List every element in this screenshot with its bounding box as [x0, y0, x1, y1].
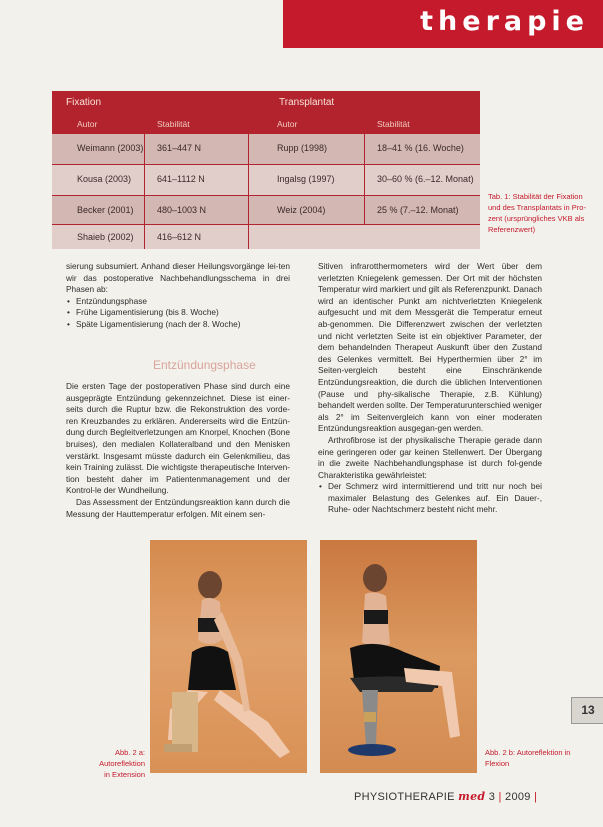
- table-caption-line: Referenzwert): [488, 225, 536, 234]
- table-divider: [364, 134, 365, 225]
- table-cell: Kousa (2003): [77, 174, 132, 184]
- table-header-autor-2: Autor: [277, 119, 298, 129]
- table-group-transplantat: Transplantat: [279, 97, 335, 108]
- figure-caption-line: Abb. 2 a: Autoreflektion: [99, 748, 145, 768]
- figure-caption-2: [485, 747, 595, 769]
- body-paragraph: Sitiven infrarotthermometers wird der Wert über dem verletzten Kniegelenk gemessen. Der Ort mit der höchsten Temperatur wird markiert und gilt als Referenzpunkt. Danach wird an identischer Punkt am nichtverletzten Kniegelenk aufgesucht und mit dem Messgerät die Temperatur erneut ab-genommen. Die Differenzwert zwischen der verletzten und nicht verletzten Seite ist ein objektiver Parameter, der dem behandelnden Therapeut Auskunft über den Zustand des Gelenkes vermittelt. Bei Hyperthermien über 2° im Seiten-vergleich besteht eine Einschränkende Entzündungsreaktion, die durch die üblichen Interventionen (Pause und phy-sikalische Therapie, z.B. Kühlung) behandelt werden sollte. Der Temperaturunterschied weniger als 2° im Seitenvergleich kann von einer moderaten Entzündungsreaktion ausgegan-gen werden.: [318, 261, 542, 434]
- left-column-intro: [66, 261, 290, 331]
- table-cell: 480–1003 N: [157, 205, 207, 215]
- table-cell: Weiz (2004): [277, 205, 326, 215]
- list-item: • Entzündungsphase: [76, 296, 290, 308]
- table-cell: 30–60 % (6.–12. Monat): [377, 174, 474, 184]
- table-cell: Ingalsg (1997): [277, 174, 335, 184]
- body-paragraph: Arthrofibrose ist der physikalische Therapie gerade dann eine geringeren oder gar keinen Stellenwert. Der Übergang in die zweite Nachbehandlungsphase ist durch fol-gende Charakteristika gewährleistet:: [318, 434, 542, 480]
- table-row: [52, 134, 480, 164]
- table-group-fixation: Fixation: [66, 97, 102, 108]
- footer-separator: |: [534, 791, 538, 803]
- section-subheading: Entzündungsphase: [153, 358, 256, 372]
- body-paragraph: Die ersten Tage der postoperativen Phase sind durch eine ausgeprägte Entzündung gekennzeichnet. Diese ist einer-seits durch die Ruptur bzw. die Rekonstruktion des vorde-ren Kreuzbandes zu erklären. Andererseits wird die Entzün-dung durch Begleitverletzungen am Knorpel, Knochen (Bone bruises), den medialen Kollateralband und den Menisken verstärkt. Insgesamt müsste dadurch ein Gelenkmilieu, das kein Training zulässt. Die wichtigste therapeutische Interven-tion besteht daher im Patientenmanagement und der Kontrol-le der Wundheilung.: [66, 381, 290, 496]
- phase-list: [66, 296, 290, 331]
- woman-stretch-flexion-illustration: [320, 540, 477, 773]
- magazine-footer: [354, 790, 537, 803]
- table-row: [52, 165, 480, 195]
- table-cell: Becker (2001): [77, 205, 134, 215]
- section-banner: [283, 0, 603, 48]
- list-item: • Frühe Ligamentisierung (bis 8. Woche): [76, 307, 290, 319]
- table-caption-line: und des Transplantats in Pro-: [488, 203, 586, 212]
- table-cell: 18–41 % (16. Woche): [377, 143, 464, 153]
- table-caption-line: Tab. 1: Stabilität der Fixation: [488, 192, 583, 201]
- table-row: [52, 225, 480, 249]
- table-caption-line: zent (ursprüngliches VKB als: [488, 214, 585, 223]
- table-cell: 25 % (7.–12. Monat): [377, 205, 459, 215]
- section-title: therapie: [420, 6, 589, 37]
- right-column-body: [318, 261, 542, 516]
- table-caption: [488, 191, 598, 235]
- intro-paragraph: sierung subsumiert. Anhand dieser Heilungsvorgänge lei-ten wir das postoperative Nachbehandlungsschema in drei Phasen ab:: [66, 261, 290, 295]
- table-divider: [144, 134, 145, 249]
- figure-caption-line: Abb. 2 b: Autoreflektion in: [485, 748, 571, 757]
- photo-flexion: [320, 540, 477, 773]
- woman-stretch-extension-illustration: [150, 540, 307, 773]
- table-cell: Weimann (2003): [77, 143, 144, 153]
- table-header-stabilitaet-1: Stabilität: [157, 119, 190, 129]
- page-number-tab: 13: [571, 697, 603, 724]
- table-cell: 416–612 N: [157, 232, 202, 242]
- table-cell: 361–447 N: [157, 143, 202, 153]
- table-cell: 641–1112 N: [157, 174, 205, 184]
- left-column-body: [66, 381, 290, 520]
- figure-caption-1: [70, 747, 145, 780]
- table-header-autor-1: Autor: [77, 119, 98, 129]
- figure-caption-line: Flexion: [485, 759, 510, 768]
- list-item: • Der Schmerz wird intermittierend und tritt nur noch bei maximaler Belastung des Gelenkes auf. Ein Dauer-, Ruhe- oder Nachtschmerz besteht nicht mehr.: [328, 481, 542, 516]
- issue-number: 3: [488, 791, 496, 803]
- magazine-med-logo: med: [458, 790, 486, 803]
- table-cell: Shaieb (2002): [77, 232, 134, 242]
- magazine-name: PHYSIOTHERAPIE: [354, 791, 455, 803]
- body-paragraph: Das Assessment der Entzündungsreaktion kann durch die Messung der Hauttemperatur erfolgen. Mit einem sen-: [66, 496, 290, 519]
- list-item: • Späte Ligamentisierung (nach der 8. Woche): [76, 319, 290, 331]
- figure-caption-line: in Extension: [104, 770, 145, 779]
- table-row: [52, 196, 480, 224]
- table-cell: Rupp (1998): [277, 143, 328, 153]
- stability-table: [52, 91, 480, 249]
- footer-separator: |: [498, 791, 502, 803]
- criteria-list: [318, 481, 542, 516]
- table-header-stabilitaet-2: Stabilität: [377, 119, 410, 129]
- photo-extension: [150, 540, 307, 773]
- issue-year: 2009: [505, 791, 531, 803]
- table-divider: [248, 134, 249, 249]
